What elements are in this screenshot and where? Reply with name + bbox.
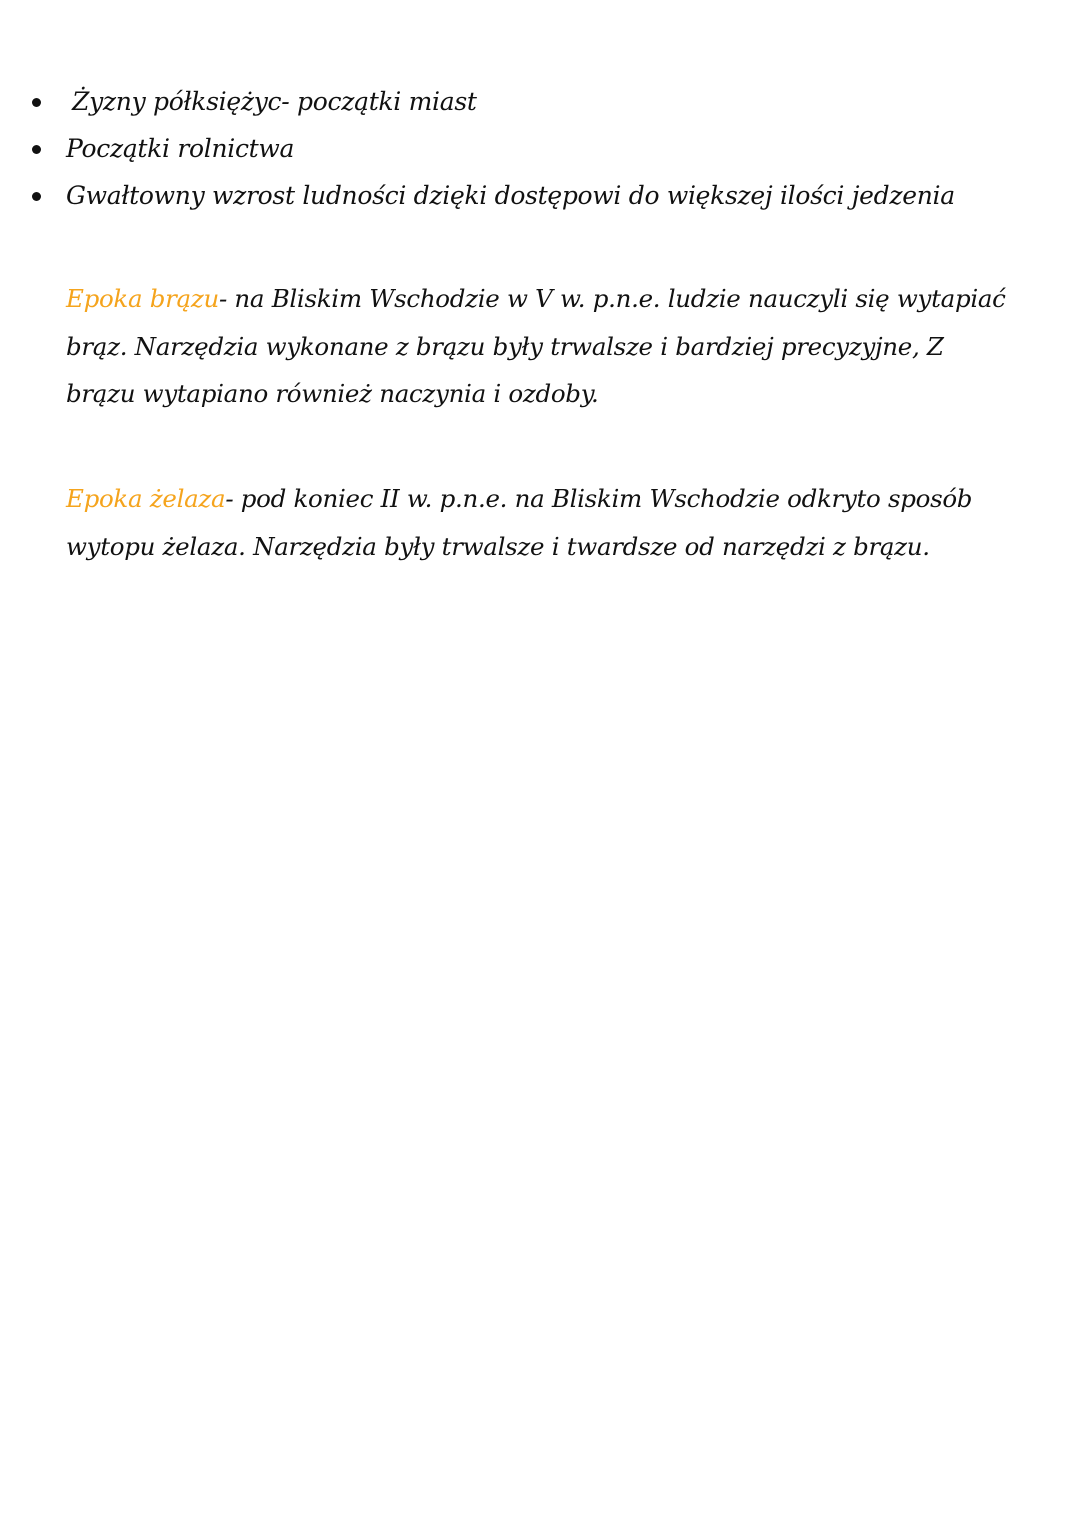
bullet-text: Gwałtowny wzrost ludności dzięki dostępowi do większej ilości jedzenia	[66, 181, 955, 210]
bullet-dot-icon	[32, 145, 41, 154]
bullet-text: Żyzny półksiężyc- początki miast	[72, 87, 477, 116]
iron-age-text: - pod koniec II w. p.n.e. na Bliskim Wschodzie odkryto sposób wytopu żelaza. Narzędzia były trwalsze i twardsze od narzędzi z brązu.	[66, 484, 973, 561]
bullet-dot-icon	[32, 98, 41, 107]
bronze-age-term: Epoka brązu	[66, 284, 219, 313]
bronze-age-text: - na Bliskim Wschodzie w V w. p.n.e. ludzie nauczyli się wytapiać brąz. Narzędzia wykonane z brązu były trwalsze i bardziej precyzyjne, Z brązu wytapiano również naczynia i ozdoby.	[66, 284, 1006, 408]
iron-age-term: Epoka żelaza	[66, 484, 226, 513]
bullet-dot-icon	[32, 192, 41, 201]
bullet-text: Początki rolnictwa	[66, 134, 295, 163]
bronze-age-paragraph	[66, 275, 1006, 418]
iron-age-paragraph	[66, 475, 1006, 570]
